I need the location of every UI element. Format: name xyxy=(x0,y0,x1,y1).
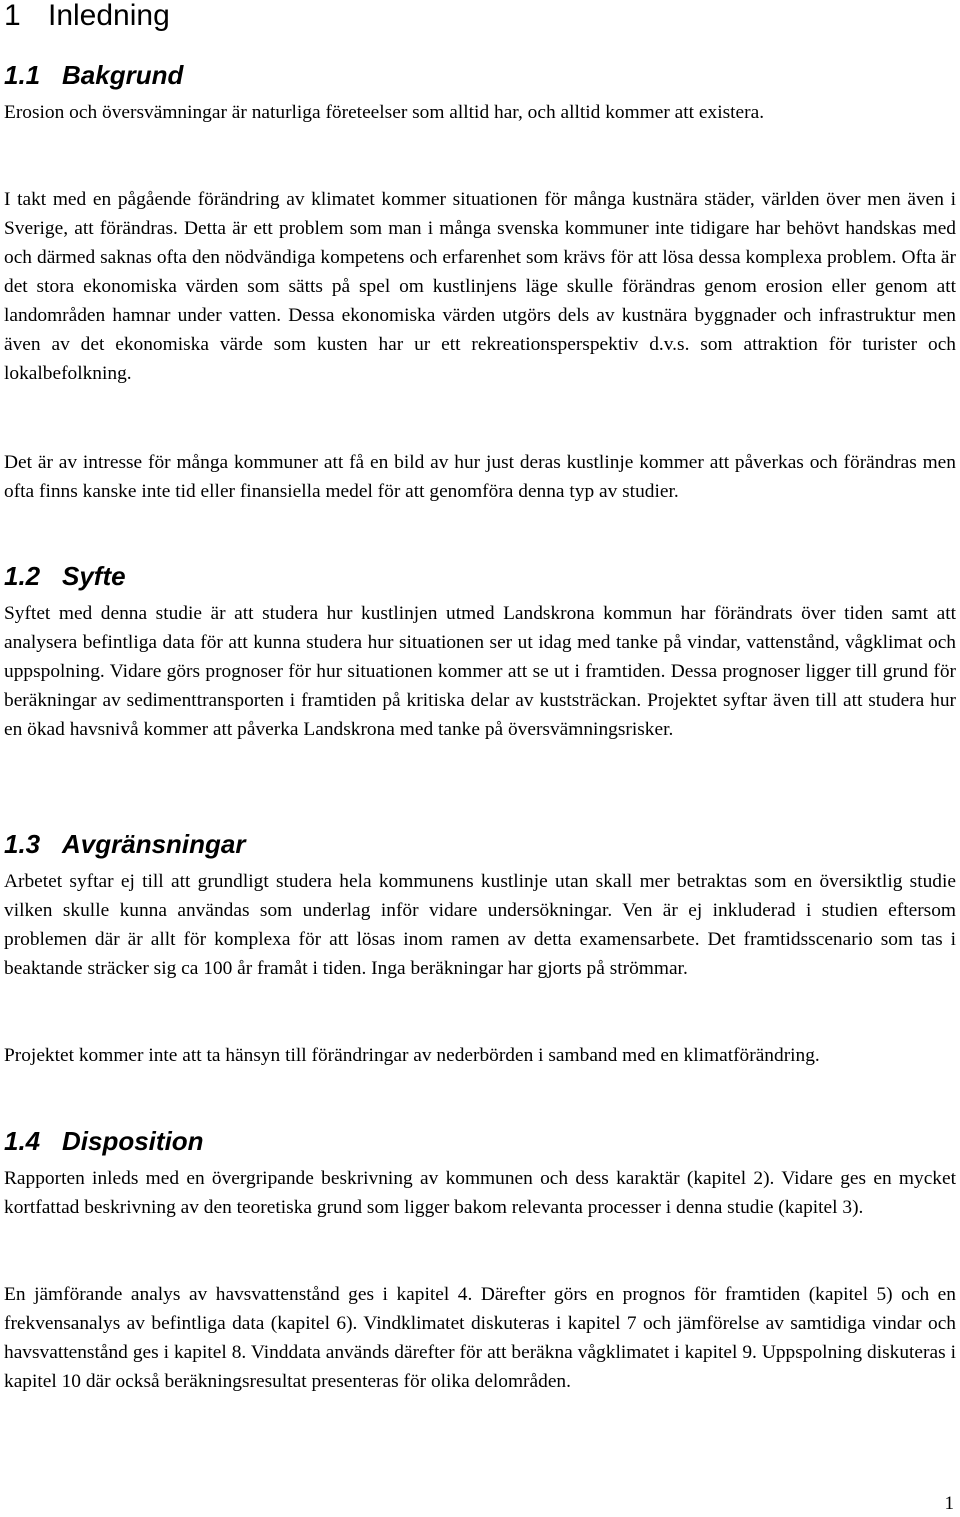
page-number: 1 xyxy=(944,1493,954,1514)
section-title: Avgränsningar xyxy=(62,829,246,859)
chapter-heading xyxy=(4,0,170,32)
section-number: 1.4 xyxy=(4,1126,41,1156)
paragraph: Syftet med denna studie är att studera hur kustlinjen utmed Landskrona kommun har förändrats över tiden samt att analysera befintliga data för att kunna studera hur situationen ser ut idag med tanke på vindar, vattenstånd, vågklimat och uppspolning. Vidare görs prognoser för hur situationen kommer att se ut i framtiden. Dessa prognoser ligger till grund för beräkningar av sedimenttransporten i framtiden på kritiska delar av kuststräckan. Projektet syftar även till att studera hur en ökad havsnivå kommer att påverka Landskrona med tanke på översvämningsrisker. xyxy=(4,603,956,740)
section-title: Bakgrund xyxy=(62,60,184,90)
chapter-title: Inledning xyxy=(48,0,170,32)
paragraph: En jämförande analys av havsvattenstånd ges i kapitel 4. Därefter görs en prognos för framtiden (kapitel 5) och en frekvensanalys av befintliga data (kapitel 6). Vindklimatet diskuteras i kapitel 7 och jämförelse av samtidiga vindar och havsvattenstånd ges i kapitel 8. Vinddata används därefter för att beräkna vågklimatet i kapitel 9. Uppspolning diskuteras i kapitel 10 där också beräkningsresultat presenteras för olika delområden. xyxy=(4,1284,956,1392)
section-heading-avgransningar xyxy=(4,829,246,859)
section-number: 1.1 xyxy=(4,60,41,90)
section-heading-disposition xyxy=(4,1126,204,1156)
section-number: 1.3 xyxy=(4,829,41,859)
chapter-number: 1 xyxy=(4,0,21,32)
section-title: Syfte xyxy=(62,561,126,591)
paragraph: Arbetet syftar ej till att grundligt studera hela kommunens kustlinje utan skall mer betraktas som en översiktlig studie vilken skulle kunna användas som underlag inför vidare undersökningar. Ven är ej inkluderad i studien eftersom problemen där är allt för komplexa för att lösas inom ramen av detta examensarbete. Det framtidsscenario som tas i beaktande sträcker sig ca 100 år framåt i tiden. Inga beräkningar har gjorts på strömmar. xyxy=(4,871,956,979)
section-title: Disposition xyxy=(62,1126,204,1156)
section-heading-syfte xyxy=(4,561,126,591)
paragraph: Erosion och översvämningar är naturliga företeelser som alltid har, och alltid kommer att existera. xyxy=(4,102,765,123)
section-number: 1.2 xyxy=(4,561,41,591)
section-heading-bakgrund xyxy=(4,60,183,90)
paragraph: Det är av intresse för många kommuner att få en bild av hur just deras kustlinje kommer att påverkas och förändras men ofta finns kanske inte tid eller finansiella medel för att genomföra denna typ av studier. xyxy=(4,452,956,502)
paragraph: Rapporten inleds med en övergripande beskrivning av kommunen och dess karaktär (kapitel 2). Vidare ges en mycket kortfattad beskrivning av den teoretiska grund som ligger bakom relevanta processer i denna studie (kapitel 3). xyxy=(4,1168,956,1218)
paragraph: Projektet kommer inte att ta hänsyn till förändringar av nederbörden i samband med en klimatförändring. xyxy=(4,1045,820,1066)
paragraph: I takt med en pågående förändring av klimatet kommer situationen för många kustnära städer, världen över men även i Sverige, att förändras. Detta är ett problem som man i många svenska kommuner inte tidigare har behövt handskas med och därmed saknas ofta den nödvändiga kompetens och erfarenhet som krävs för att lösa dessa komplexa problem. Ofta är det stora ekonomiska värden som sätts på spel om kustlinjens läge skulle förändras genom erosion eller genom att landområden hamnar under vatten. Dessa ekonomiska värden utgörs dels av kustnära byggnader och infrastruktur men även av det ekonomiska värde som kusten har ur ett rekreationsperspektiv d.v.s. som attraktion för turister och lokalbefolkning. xyxy=(4,189,956,384)
